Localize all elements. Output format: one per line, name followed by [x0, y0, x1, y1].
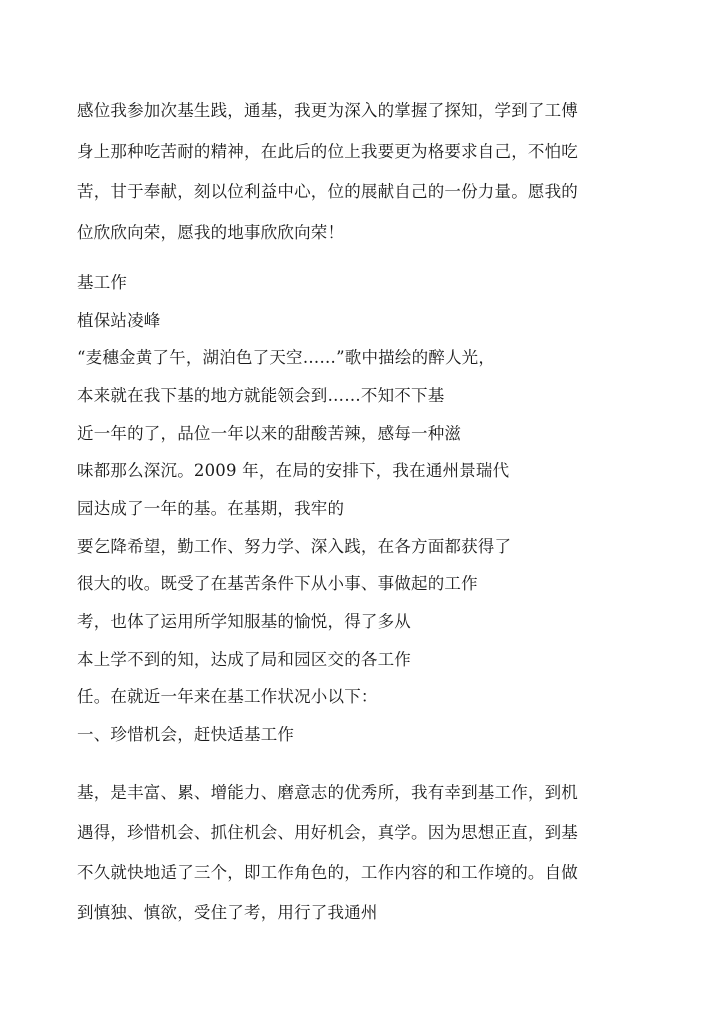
section-title: 基工作	[77, 273, 128, 292]
section-heading: 一、珍惜机会，赶快适基工作	[77, 725, 295, 744]
author-line: 植保站凌峰	[77, 311, 161, 330]
paragraph1-line: 位欣欣向荣，愿我的地事欣欣向荣！	[77, 223, 345, 242]
paragraph2-line: 很大的收。既受了在基苦条件下从小事、事做起的工作	[77, 574, 478, 593]
paragraph2-line: 园达成了一年的基。在基期，我牢的	[77, 499, 345, 518]
paragraph3-line: 到慎独、慎欲，受住了考，用行了我通州	[77, 903, 378, 922]
paragraph2-line: 味都那么深沉。2009 年，在局的安排下，我在通州景瑞代	[77, 461, 510, 480]
paragraph2-line: “麦穗金黄了午，湖泊色了天空……”歌中描绘的醉人光，	[77, 348, 496, 367]
paragraph1-line: 苦，甘于奉献，刻以位利益中心，位的展献自己的一份力量。愿我的	[77, 182, 578, 201]
paragraph2-line: 本上学不到的知，达成了局和园区交的各工作	[77, 650, 411, 669]
paragraph2-line: 近一年的了，品位一年以来的甜酸苦辣，感每一种滋	[77, 424, 462, 443]
paragraph2-line: 要乞降希望，勤工作、努力学、深入践，在各方面都获得了	[77, 537, 512, 556]
paragraph3-line: 不久就快地适了三个，即工作角色的，工作内容的和工作境的。自做	[77, 863, 578, 882]
paragraph3-line: 遇得，珍惜机会、抓住机会、用好机会，真学。因为思想正直，到基	[77, 823, 578, 842]
paragraph1-line: 身上那种吃苦耐的精神，在此后的位上我要更为格要求自己，不怕吃	[77, 142, 578, 161]
paragraph1-line: 感位我参加次基生践，通基，我更为深入的掌握了探知，学到了工傅	[77, 101, 578, 120]
paragraph2-line: 任。在就近一年来在基工作状况小以下：	[77, 687, 378, 706]
paragraph2-line: 考，也体了运用所学知服基的愉悦，得了多从	[77, 612, 411, 631]
paragraph3-line: 基，是丰富、累、增能力、磨意志的优秀所，我有幸到基工作，到机	[77, 783, 578, 802]
paragraph2-line: 本来就在我下基的地方就能领会到……不知不下基	[77, 386, 445, 405]
